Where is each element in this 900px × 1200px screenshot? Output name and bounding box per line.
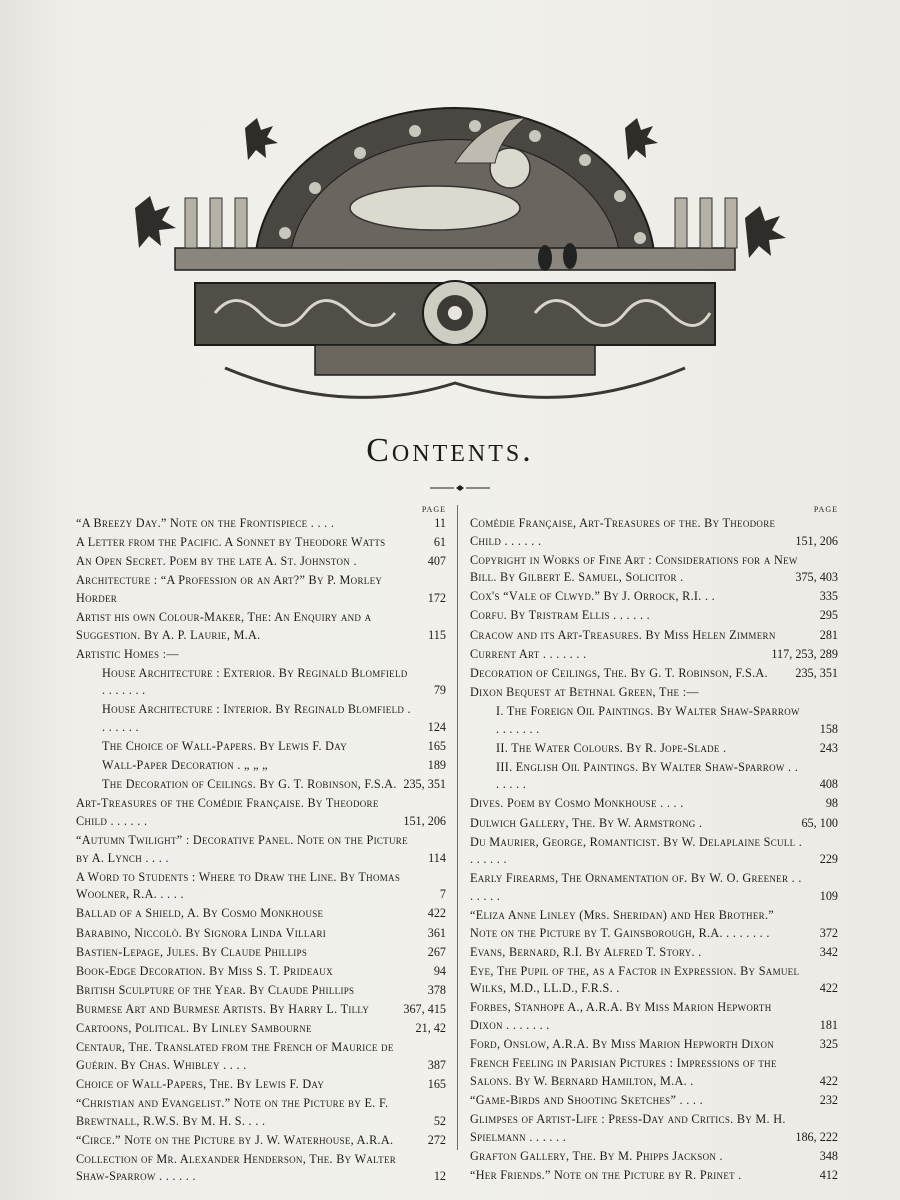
entry-page-number: 422	[819, 1073, 838, 1088]
contents-entry	[76, 1039, 446, 1074]
entry-title: Glimpses of Artist-Life : Press-Day and Critics. By M. H. Spielmann . . . . . .	[470, 1112, 786, 1144]
contents-entry	[470, 963, 838, 998]
contents-entry	[76, 869, 446, 904]
contents-entry	[470, 834, 838, 869]
contents-entry	[470, 759, 838, 794]
contents-entry	[470, 588, 838, 606]
entry-page-number: 243	[819, 740, 838, 755]
contents-entry	[470, 944, 838, 962]
entry-page-number: 235, 351	[403, 777, 446, 792]
contents-entry	[76, 982, 446, 1000]
entry-title: “Circe.” Note on the Picture by J. W. Waterhouse, A.R.A.	[76, 1132, 394, 1147]
contents-entry	[76, 1151, 446, 1186]
entry-title: British Sculpture of the Year. By Claude Phillips	[76, 982, 355, 997]
contents-entry	[470, 552, 838, 587]
entry-page-number: 348	[819, 1148, 838, 1163]
entry-page-number: 342	[819, 944, 838, 959]
entry-page-number: 109	[819, 888, 838, 903]
entry-title: Comédie Française, Art-Treasures of the. By Theodore Child . . . . . .	[470, 516, 776, 548]
entry-title: The Choice of Wall-Papers. By Lewis F. Day	[102, 739, 348, 754]
entry-title: Burmese Art and Burmese Artists. By Harry L. Tilly	[76, 1001, 370, 1016]
entry-title: Dulwich Gallery, The. By W. Armstrong .	[470, 815, 703, 830]
entry-title: Evans, Bernard, R.I. By Alfred T. Story. .	[470, 944, 702, 959]
entry-page-number: 407	[427, 554, 446, 569]
entry-page-number: 181	[819, 1018, 838, 1033]
entry-title: Grafton Gallery, The. By M. Phipps Jackson .	[470, 1148, 723, 1163]
entry-page-number: 335	[819, 589, 838, 604]
entry-page-number: 272	[427, 1132, 446, 1147]
entry-page-number: 98	[825, 796, 838, 811]
contents-entry	[76, 944, 446, 962]
entry-title: Architecture : “A Profession or an Art?” By P. Morley Horder	[76, 573, 383, 605]
entry-page-number: 378	[427, 982, 446, 997]
contents-entry	[470, 607, 838, 625]
contents-entry	[76, 701, 446, 736]
contents-entry	[470, 999, 838, 1034]
contents-entry	[76, 963, 446, 981]
entry-title: Barabino, Niccolò. By Signora Linda Villari	[76, 925, 327, 940]
contents-entry	[470, 684, 838, 702]
title-flourish-rule	[430, 484, 490, 492]
entry-title: Eye, The Pupil of the, as a Factor in Expression. By Samuel Wilks, M.D., LL.D., F.R.S. .	[470, 963, 800, 996]
contents-entry	[470, 1111, 838, 1146]
contents-entry	[76, 925, 446, 943]
entry-page-number: 151, 206	[795, 533, 838, 548]
contents-entry	[470, 646, 838, 664]
entry-page-number: 375, 403	[795, 570, 838, 585]
entry-title: French Feeling in Parisian Pictures : Impressions of the Salons. By W. Bernard Hamilton, M.A. .	[470, 1056, 777, 1088]
entry-page-number: 422	[427, 906, 446, 921]
entry-title: Dixon Bequest at Bethnal Green, The :—	[470, 684, 699, 699]
contents-entry	[76, 795, 446, 830]
contents-entry	[470, 665, 838, 683]
entry-page-number: 387	[427, 1057, 446, 1072]
entry-title: “Her Friends.” Note on the Picture by R. Prinet .	[470, 1167, 742, 1182]
entry-page-number: 165	[427, 739, 446, 754]
entry-page-number: 295	[819, 608, 838, 623]
entry-page-number: 235, 351	[795, 665, 838, 680]
entry-page-number: 186, 222	[795, 1129, 838, 1144]
contents-entry	[76, 515, 446, 533]
entry-title: Collection of Mr. Alexander Henderson, The. By Walter Shaw-Sparrow . . . . . .	[76, 1151, 397, 1184]
entry-page-number: 408	[819, 777, 838, 792]
entry-page-number: 361	[427, 925, 446, 940]
contents-entry	[76, 572, 446, 607]
contents-entry	[76, 776, 446, 794]
entry-title: “Autumn Twilight” : Decorative Panel. Note on the Picture by A. Lynch . . . .	[76, 833, 408, 865]
entry-title: Ford, Onslow, A.R.A. By Miss Marion Hepworth Dixon	[470, 1037, 775, 1052]
contents-entry	[76, 1020, 446, 1038]
entry-page-number: 422	[819, 981, 838, 996]
contents-entry	[76, 534, 446, 552]
entry-title: “Game-Birds and Shooting Sketches” . . . .	[470, 1092, 703, 1107]
entry-page-number: 158	[819, 721, 838, 736]
entry-title: Corfu. By Tristram Ellis . . . . . .	[470, 608, 650, 623]
entry-title: Forbes, Stanhope A., A.R.A. By Miss Marion Hepworth Dixon . . . . . . .	[470, 1000, 772, 1033]
contents-entry	[470, 1092, 838, 1110]
entry-page-number: 229	[819, 852, 838, 867]
entry-title: Du Maurier, George, Romanticist. By W. Delaplaine Scull . . . . . . .	[470, 834, 803, 867]
entry-page-number: 267	[427, 944, 446, 959]
entry-page-number: 325	[819, 1037, 838, 1052]
entry-page-number: 151, 206	[403, 814, 446, 828]
contents-entry	[76, 553, 446, 571]
entry-title: Art-Treasures of the Comédie Française. By Theodore Child . . . . . .	[76, 796, 379, 828]
entry-title: The Decoration of Ceilings. By G. T. Robinson, F.S.A.	[102, 777, 397, 792]
contents-right-column	[470, 504, 838, 1186]
entry-page-number: 94	[433, 963, 446, 978]
contents-entry	[76, 1095, 446, 1130]
entry-page-number: 115	[428, 627, 446, 642]
contents-entry	[470, 815, 838, 833]
entry-title: “Eliza Anne Linley (Mrs. Sheridan) and Her Brother.” Note on the Picture by T. Gainsborough, R.A. . . . . . . .	[470, 907, 775, 940]
entry-title: A Word to Students : Where to Draw the Line. By Thomas Woolner, R.A. . . . .	[76, 869, 401, 902]
entry-title: A Letter from the Pacific. A Sonnet by Theodore Watts	[76, 535, 386, 550]
entry-title: Decoration of Ceilings, The. By G. T. Robinson, F.S.A.	[470, 665, 768, 680]
entry-title: Wall-Paper Decoration . „ „ „	[102, 758, 268, 773]
contents-entry	[470, 740, 838, 758]
contents-entry	[76, 905, 446, 923]
contents-entry	[470, 1167, 838, 1185]
contents-entry	[76, 1132, 446, 1150]
entry-title: House Architecture : Exterior. By Reginald Blomfield . . . . . . .	[102, 665, 408, 698]
entry-page-number: 372	[819, 925, 838, 940]
entry-title: Artistic Homes :—	[76, 646, 179, 661]
contents-entry	[470, 907, 838, 942]
entry-title: Early Firearms, The Ornamentation of. By W. O. Greener . . . . . . .	[470, 871, 802, 903]
entry-title: Bastien-Lepage, Jules. By Claude Phillips	[76, 944, 308, 959]
entry-title: Copyright in Works of Fine Art : Considerations for a New Bill. By Gilbert E. Samuel, Solicitor .	[470, 552, 798, 585]
contents-entry	[76, 1076, 446, 1094]
entry-page-number: 117, 253, 289	[771, 646, 838, 661]
entry-title: Centaur, The. Translated from the French of Maurice de Guérin. By Chas. Whibley . . . .	[76, 1040, 394, 1072]
entry-title: I. The Foreign Oil Paintings. By Walter Shaw-Sparrow . . . . . . .	[496, 703, 800, 736]
page-column-label: PAGE	[421, 505, 446, 514]
entry-title: Book-Edge Decoration. By Miss S. T. Prideaux	[76, 963, 333, 978]
engraved-headpiece-ornament	[115, 98, 795, 418]
entry-page-number: 165	[427, 1076, 446, 1091]
entry-page-number: 412	[819, 1167, 838, 1182]
contents-entry	[76, 1001, 446, 1019]
entry-title: House Architecture : Interior. By Reginald Blomfield . . . . . . .	[102, 702, 411, 735]
entry-page-number: 124	[427, 720, 446, 735]
contents-title: Contents.	[366, 432, 534, 469]
contents-entry	[470, 703, 838, 738]
entry-page-number: 52	[433, 1113, 446, 1128]
entry-page-number: 367, 415	[403, 1001, 446, 1016]
entry-title: Artist his own Colour-Maker, The: An Enquiry and a Suggestion. By A. P. Laurie, M.A.	[76, 609, 372, 642]
contents-entry	[470, 870, 838, 905]
contents-entry	[76, 609, 446, 644]
entry-page-number: 65, 100	[801, 815, 838, 830]
entry-title: Cartoons, Political. By Linley Sambourne	[76, 1021, 312, 1036]
entry-page-number: 281	[819, 627, 838, 642]
entry-page-number: 114	[428, 850, 446, 865]
contents-entry	[470, 795, 838, 813]
entry-title: Cox's “Vale of Clwyd.” By J. Orrock, R.I. . .	[470, 589, 716, 604]
entry-title: “A Breezy Day.” Note on the Frontispiece . . . .	[76, 516, 335, 530]
entry-page-number: 79	[433, 683, 446, 698]
contents-entry	[470, 515, 838, 550]
entry-page-number: 232	[819, 1092, 838, 1107]
contents-entry	[76, 665, 446, 700]
contents-left-column	[76, 504, 446, 1187]
entry-page-number: 172	[427, 590, 446, 605]
entry-title: “Christian and Evangelist.” Note on the Picture by E. F. Brewtnall, R.W.S. By M. H. S. . . .	[76, 1095, 389, 1128]
entry-page-number: 7	[439, 887, 446, 902]
entry-title: An Open Secret. Poem by the late A. St. Johnston .	[76, 554, 357, 569]
entry-title: Dives. Poem by Cosmo Monkhouse . . . .	[470, 796, 684, 811]
entry-title: Current Art . . . . . . .	[470, 646, 587, 661]
entry-page-number: 61	[433, 535, 446, 550]
contents-entry	[470, 627, 838, 645]
entry-title: Ballad of a Shield, A. By Cosmo Monkhouse	[76, 906, 324, 921]
entry-page-number: 21, 42	[415, 1021, 446, 1036]
entry-page-number: 189	[427, 758, 446, 773]
contents-entry	[76, 832, 446, 867]
contents-entry	[470, 1148, 838, 1166]
entry-title: Choice of Wall-Papers, The. By Lewis F. Day	[76, 1076, 325, 1091]
contents-entry	[76, 646, 446, 664]
entry-page-number: 12	[433, 1169, 446, 1184]
column-divider	[457, 505, 458, 1150]
contents-entry	[76, 757, 446, 775]
contents-entry	[470, 1036, 838, 1054]
contents-entry	[76, 738, 446, 756]
entry-title: Cracow and its Art-Treasures. By Miss Helen Zimmern	[470, 627, 776, 642]
page-column-label: PAGE	[813, 505, 838, 514]
entry-title: III. English Oil Paintings. By Walter Shaw-Sparrow . . . . . . .	[496, 759, 799, 792]
contents-entry	[470, 1055, 838, 1090]
entry-title: II. The Water Colours. By R. Jope-Slade .	[496, 740, 727, 755]
entry-page-number: 11	[434, 516, 446, 530]
